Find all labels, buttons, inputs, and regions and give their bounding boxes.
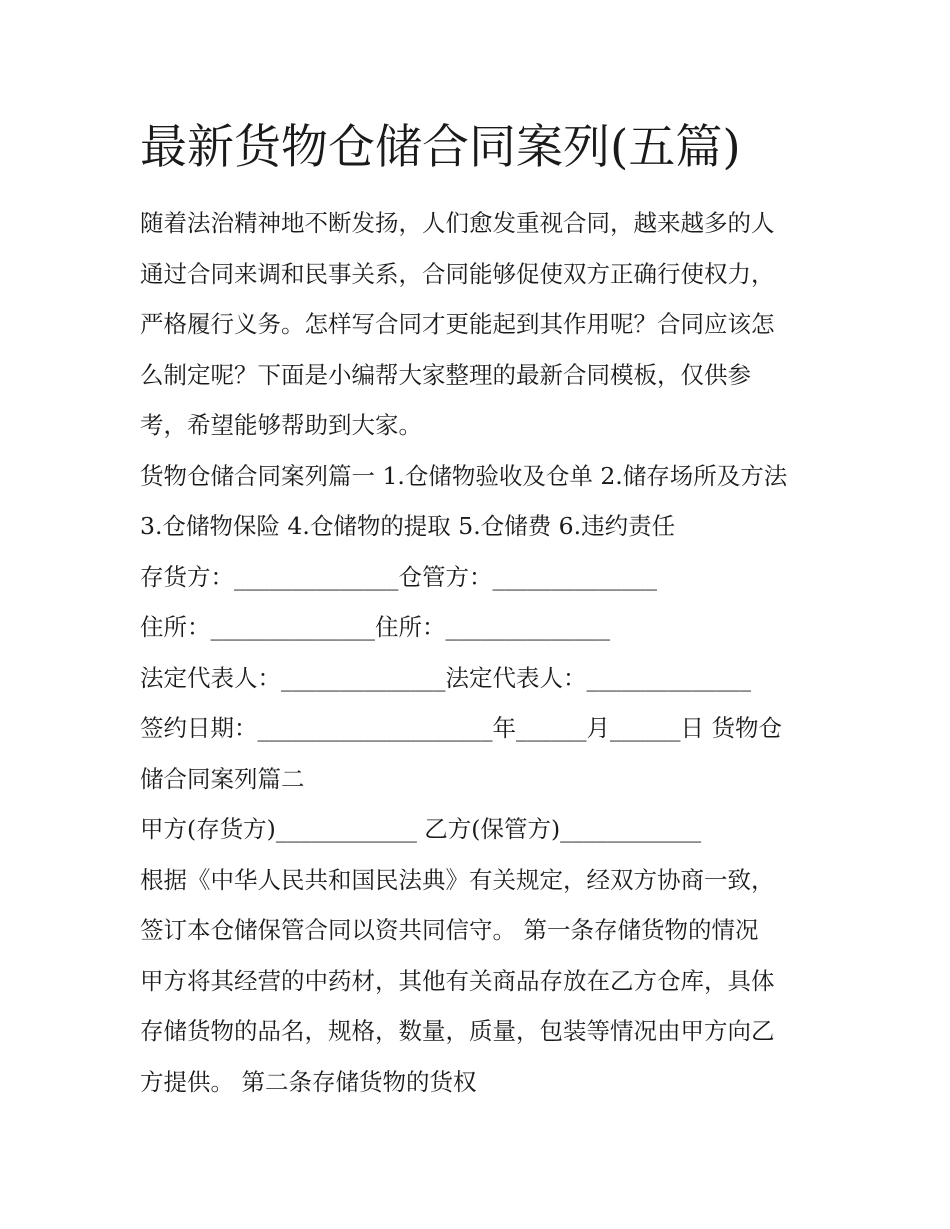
body-line: 方提供。 第二条存储货物的货权 bbox=[140, 1068, 477, 1096]
body-line: 签订本仓储保管合同以资共同信守。 第一条存储货物的情况 bbox=[140, 916, 759, 944]
body-line: 储合同案列篇二 bbox=[140, 765, 305, 793]
body-line: 3.仓储物保险 4.仓储物的提取 5.仓储费 6.违约责任 bbox=[140, 512, 676, 540]
body-line: 随着法治精神地不断发扬，人们愈发重视合同，越来越多的人 bbox=[140, 209, 775, 237]
form-field-line: 法定代表人：______________法定代表人：______________ bbox=[140, 664, 751, 692]
form-field-line: 住所：______________住所：______________ bbox=[140, 613, 610, 641]
body-line: 考，希望能够帮助到大家。 bbox=[140, 411, 422, 439]
body-line: 存储货物的品名，规格，数量，质量，包装等情况由甲方向乙 bbox=[140, 1017, 775, 1045]
form-field-line: 签约日期：____________________年______月______日 货物仓 bbox=[140, 714, 782, 742]
body-line: 根据《中华人民共和国民法典》有关规定，经双方协商一致， bbox=[140, 866, 775, 894]
form-field-line: 甲方(存货方)____________ 乙方(保管方)____________ bbox=[140, 815, 702, 843]
body-line: 严格履行义务。怎样写合同才更能起到其作用呢？合同应该怎 bbox=[140, 310, 775, 338]
form-field-line: 存货方：______________仓管方：______________ bbox=[140, 563, 657, 591]
body-line: 甲方将其经营的中药材，其他有关商品存放在乙方仓库，具体 bbox=[140, 967, 775, 995]
body-line: 货物仓储合同案列篇一 1.仓储物验收及仓单 2.储存场所及方法 bbox=[140, 462, 788, 490]
document-title: 最新货物仓储合同案列(五篇) bbox=[140, 120, 741, 175]
body-line: 么制定呢？下面是小编帮大家整理的最新合同模板，仅供参 bbox=[140, 361, 751, 389]
body-line: 通过合同来调和民事关系，合同能够促使双方正确行使权力， bbox=[140, 260, 775, 288]
